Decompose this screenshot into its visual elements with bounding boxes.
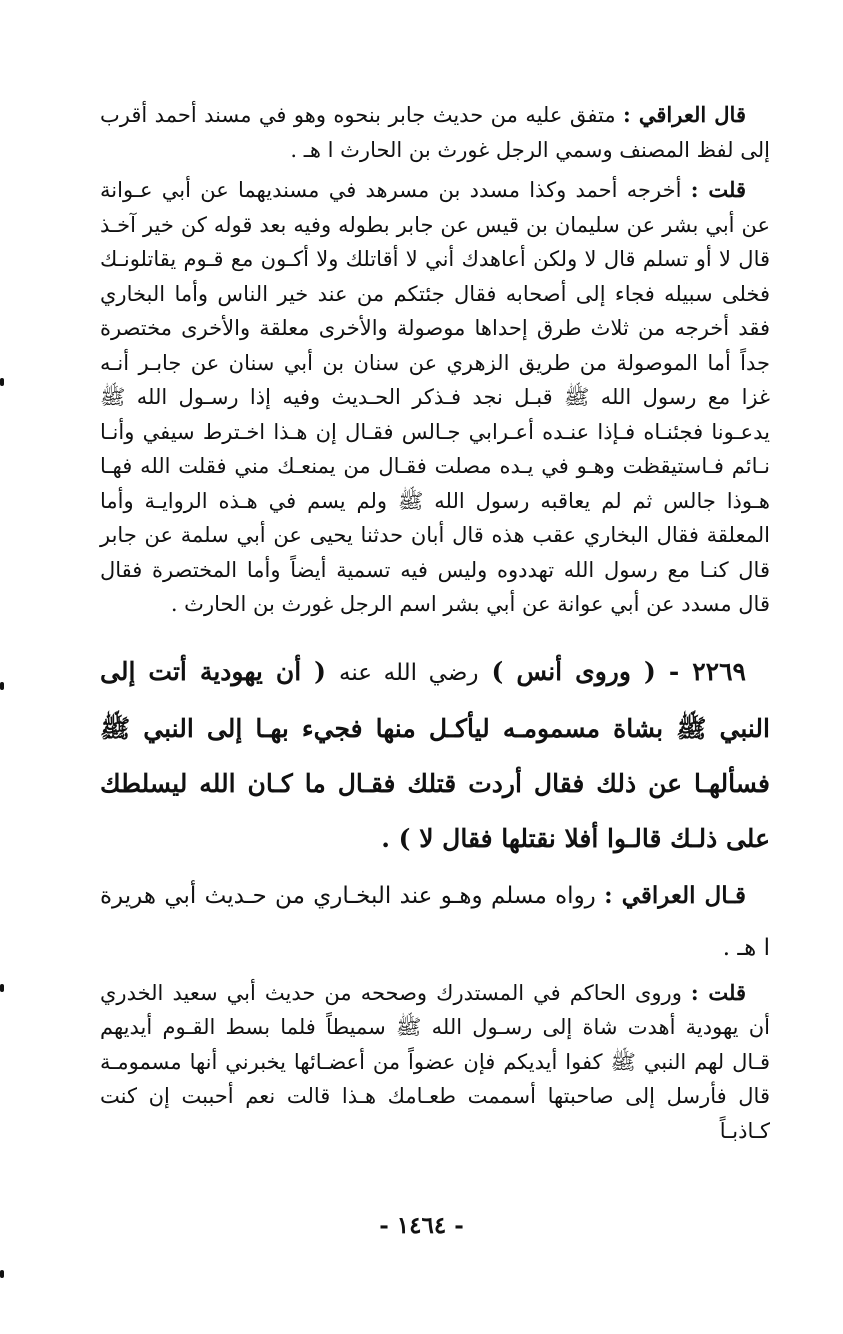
iraqi-commentary-2: [100, 870, 770, 974]
hadith-number: ٢٢٦٩ -: [668, 656, 746, 686]
hadith-narrator: ( وروى أنس ): [478, 656, 669, 686]
qult-text-2: وروى الحاكم في المستدرك وصححه من حديث أبي سعيد الخدري أن يهودية أهدت شاة إلى رسـول الله ﷺ سميطاً فلما بسط القـوم أيديهم قـال لهم النبي ﷺ كفوا أيديكم فإن عضواً من أعضـائها يخبرني أنها مسمومـة قال فأرسل إلى صاحبتها أسممت طعـامك هـذا قالت نعم أحببت إن كنت كـاذبـاً: [100, 980, 770, 1143]
hadith-2269: [100, 644, 770, 866]
qult-commentary-1: [100, 173, 770, 622]
qult-label-2: قلت :: [690, 979, 746, 1005]
hadith-honorific: رضي الله عنه: [339, 659, 479, 686]
qult-text-1: أخرجه أحمد وكذا مسدد بن مسرهد في مسنديهما عن أبي عـوانة عن أبي بشر عن سليمان بن قيس عن جابر بطوله وفيه بعد قوله كن خير آخـذ قال لا أو تسلم قال لا ولكن أعاهدك أني لا أقاتلك ولا أكـون مع قـوم يقاتلونـك فخلى سبيله فجاء إلى أصحابه فقال جئتكم من عند خير الناس وأما البخاري فقد أخرجه من ثلاث طرق إحداها موصولة والأخرى معلقة والأخرى مختصرة جداً أما الموصولة من طريق الزهري عن سنان بن أبي سنان عن جابـر أنـه غزا مع رسول الله ﷺ قبـل نجد فـذكر الحـديث وفيه إذا رسـول الله ﷺ يدعـونا فجئنـاه فـإذا عنـده أعـرابي جـالس فقـال إن هـذا اخـترط سيفي وأنـا نـائم فـاستيقظت وهـو في يـده مصلت فقـال من يمنعـك مني فقلت الله فهـا هـوذا جالس ثم لم يعاقبه رسول الله ﷺ ولم يسم في هـذه الروايـة وأما المعلقة فقال البخاري عقب هذه قال أبان حدثنا يحيى عن أبي سلمة عن جابر قال كنـا مع رسول الله تهددوه وليس فيه تسمية أيضاً وأما المختصرة فقال قال مسدد عن أبي عوانة عن أبي بشر اسم الرجل غورث بن الحارث .: [100, 178, 770, 616]
qult-commentary-2: [100, 976, 770, 1149]
page-body: [100, 98, 770, 1148]
iraqi-label-2: قـال العراقي :: [604, 881, 746, 909]
iraqi-commentary-1: [100, 98, 770, 167]
page-number: - ١٤٦٤ -: [379, 1212, 464, 1239]
iraqi-label-1: قال العراقي :: [623, 102, 746, 127]
hadith-text: ( أن يهودية أتت إلى النبي ﷺ بشاة مسمومـه ليأكـل منها فجيء بهـا إلى النبي ﷺ فسألهـا عن ذلك فقال أردت قتلك فقـال ما كـان الله ليسلطك على ذلـك قالـوا أفلا نقتلها فقال لا ) .: [100, 656, 770, 853]
edge-mark: [0, 682, 4, 690]
iraqi-text-2: رواه مسلم وهـو عند البخـاري من حـديث أبي هريرة ا هـ .: [100, 882, 770, 961]
edge-mark: [0, 378, 4, 386]
qult-label-1: قلت :: [690, 177, 746, 202]
edge-mark: [0, 1270, 4, 1278]
edge-mark: [0, 984, 4, 992]
iraqi-text-1: متفق عليه من حديث جابر بنحوه وهو في مسند أحمد أقرب إلى لفظ المصنف وسمي الرجل غورث بن الحارث ا هـ .: [100, 103, 770, 162]
